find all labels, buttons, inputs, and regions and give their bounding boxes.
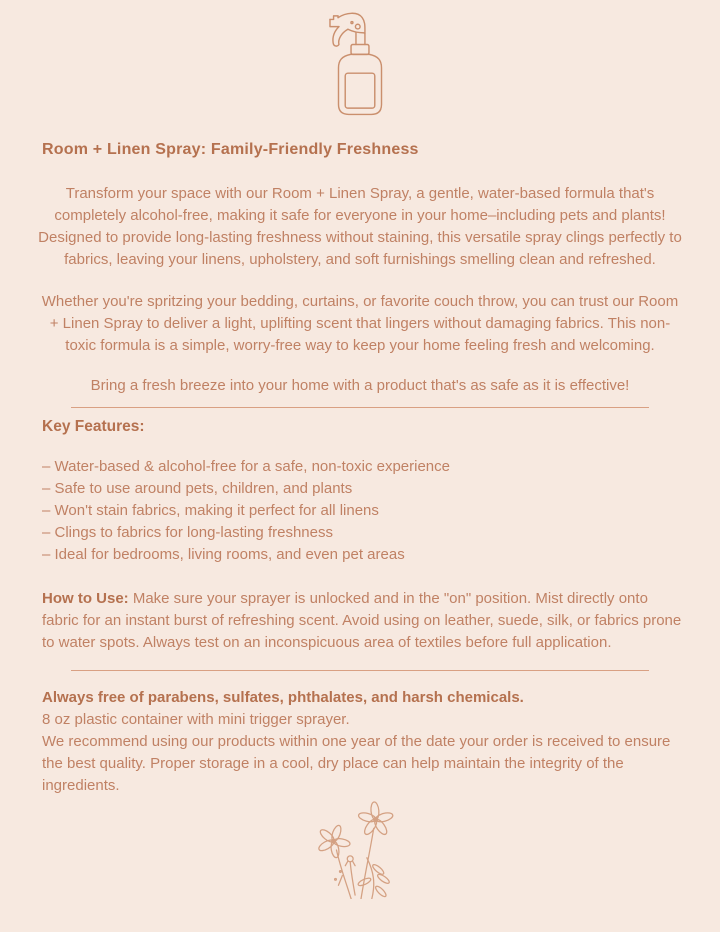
footer-illustration (0, 801, 720, 904)
how-to-use-text: Make sure your sprayer is unlocked and in the "on" position. Mist directly onto fabric for an instant burst of refreshing scent. Avoid using on leather, suede, silk, or fabrics prone to water spots. Always test on an inconspicuous area of textiles before full application. (42, 590, 682, 651)
header-illustration (0, 0, 720, 123)
feature-item: – Won't stain fabrics, making it perfect for all linens (42, 502, 379, 519)
flowers-icon (301, 801, 419, 899)
how-to-use-paragraph (42, 588, 684, 654)
tagline: Bring a fresh breeze into your home with a product that's as safe as it is effective! (90, 377, 630, 394)
how-to-use-label: How to Use: (42, 590, 129, 607)
footer-info (42, 687, 684, 797)
divider-top (71, 407, 649, 408)
free-of-statement: Always free of parabens, sulfates, phthalates, and harsh chemicals. (42, 689, 524, 706)
key-features-list (42, 456, 678, 566)
intro-paragraph-1: Transform your space with our Room + Linen Spray, a gentle, water-based formula that's completely alcohol-free, making it safe for everyone in your home–including pets and plants! Designed to provide long-lasting freshness without staining, this versatile spray clings perfectly to fabrics, leaving your linens, upholstery, and soft furnishings smelling clean and refreshed. (38, 185, 682, 268)
container-statement: 8 oz plastic container with mini trigger sprayer. (42, 711, 350, 728)
feature-item: – Water-based & alcohol-free for a safe, non-toxic experience (42, 458, 450, 475)
feature-item: – Clings to fabrics for long-lasting freshness (42, 524, 333, 541)
spray-bottle-icon (304, 6, 416, 118)
divider-bottom (71, 670, 649, 671)
recommendation-statement: We recommend using our products within one year of the date your order is received to ensure the best quality. Proper storage in a cool, dry place can help maintain the integrity of the ingredients. (42, 733, 671, 794)
feature-item: – Safe to use around pets, children, and plants (42, 480, 353, 497)
intro-paragraph-2: Whether you're spritzing your bedding, curtains, or favorite couch throw, you can trust our Room + Linen Spray to deliver a light, uplifting scent that lingers without damaging fabrics. This non-toxic formula is a simple, worry-free way to keep your home feeling fresh and welcoming. (41, 293, 679, 354)
key-features-heading: Key Features: (42, 418, 145, 435)
feature-item: – Ideal for bedrooms, living rooms, and even pet areas (42, 546, 405, 563)
page-title: Room + Linen Spray: Family-Friendly Freshness (42, 141, 419, 158)
